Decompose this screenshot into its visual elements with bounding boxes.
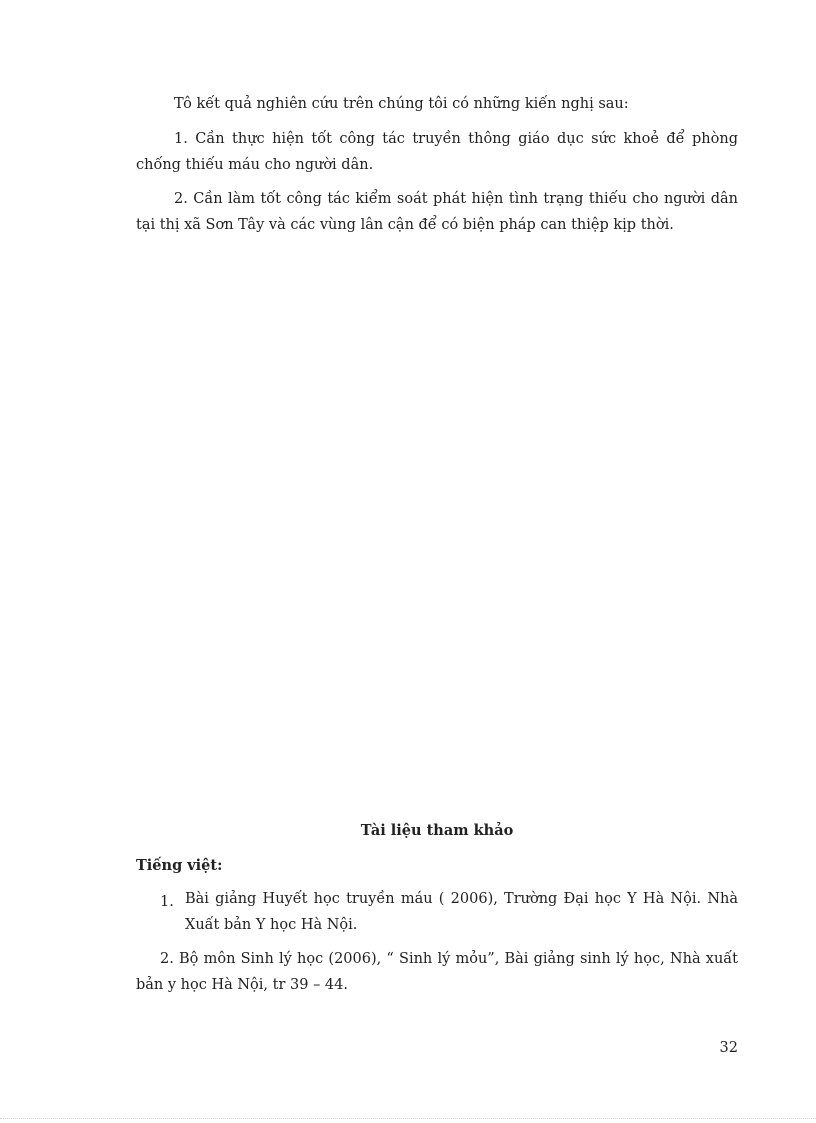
- reference-2-text: 2. Bộ môn Sinh lý học (2006), “ Sinh lý mỏu”, Bài giảng sinh lý học, Nhà xuất bản y học Hà Nội, tr 39 – 44.: [136, 951, 738, 993]
- recommendation-2: 2. Cần làm tốt công tác kiểm soát phát hiện tình trạng thiếu cho người dân tại thị xã Sơn Tây và các vùng lân cận để có biện pháp can thiệp kịp thời.: [136, 191, 738, 233]
- page-number: 32: [719, 1040, 738, 1056]
- reference-1-text: Bài giảng Huyết học truyền máu ( 2006), Trường Đại học Y Hà Nội. Nhà Xuất bản Y học Hà Nội.: [185, 891, 738, 933]
- page-bottom-divider: [0, 1118, 816, 1119]
- recommendation-1: 1. Cần thực hiện tốt công tác truyền thông giáo dục sức khoẻ để phòng chống thiếu máu cho người dân.: [136, 131, 738, 173]
- references-section-label: Tiếng việt:: [136, 857, 223, 874]
- references-title: Tài liệu tham khảo: [360, 822, 514, 839]
- intro-paragraph: Tô kết quả nghiên cứu trên chúng tôi có những kiến nghị sau:: [174, 96, 629, 112]
- reference-1-number: 1.: [160, 894, 174, 910]
